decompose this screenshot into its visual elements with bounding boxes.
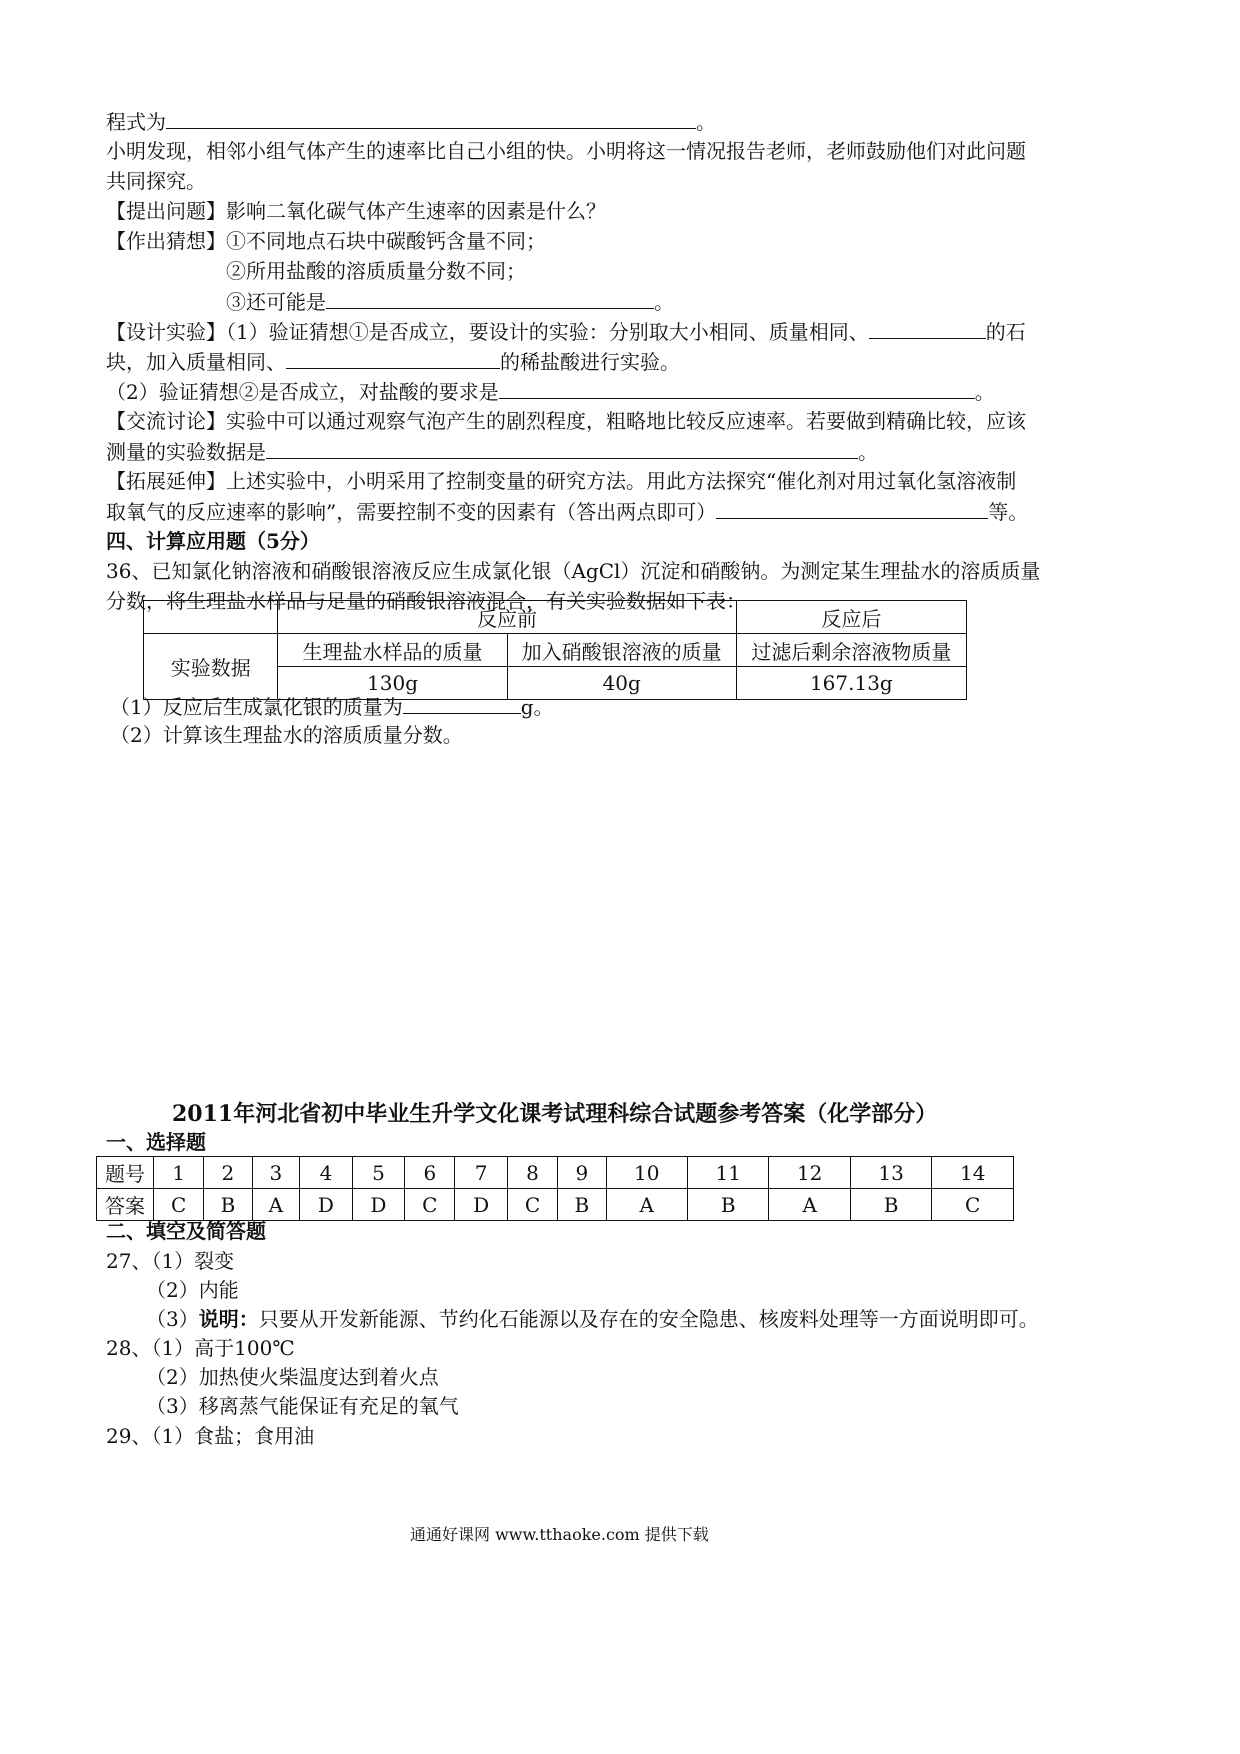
answer-blank[interactable] (266, 436, 858, 459)
answer-blank[interactable] (326, 286, 654, 309)
question-number-cell: 11 (687, 1157, 768, 1189)
discussion-line: 测量的实验数据是 。 (106, 436, 878, 467)
table-row-label: 题号 (97, 1157, 154, 1189)
question-number-cell: 12 (769, 1157, 850, 1189)
answer-blank[interactable] (286, 346, 500, 369)
design-line: 块，加入质量相同、 的稀盐酸进行实验。 (106, 346, 680, 377)
answer-choice-cell: B (558, 1189, 606, 1221)
table-col-header: 加入硝酸银溶液的质量 (507, 634, 736, 667)
table-cell: 167.13g (736, 667, 966, 700)
answer-choice-cell: C (507, 1189, 557, 1221)
question-number-cell: 6 (405, 1157, 455, 1189)
section-heading: 一、选择题 (106, 1130, 206, 1154)
answer-key-title: 2011年河北省初中毕业生升学文化课考试理科综合试题参考答案（化学部分） (172, 1101, 938, 1127)
answer-blank[interactable] (166, 106, 696, 129)
question-number-cell: 14 (932, 1157, 1014, 1189)
extension-line: 【拓展延伸】上述实验中，小明采用了控制变量的研究方法。用此方法探究“催化剂对用过氧化氢溶液制 (106, 469, 1017, 493)
discussion-line: 【交流讨论】实验中可以通过观察气泡产生的剧烈程度，粗略地比较反应速率。若要做到精确比较，应该 (106, 409, 1026, 433)
answer-blank[interactable] (716, 496, 988, 519)
answer-choice-cell: D (300, 1189, 353, 1221)
table-row-label: 答案 (97, 1189, 154, 1221)
answer-choice-cell: D (352, 1189, 405, 1221)
answer-line: 27、（1）裂变 (106, 1249, 235, 1273)
design-line: 【设计实验】（1）验证猜想①是否成立，要设计的实验：分别取大小相同、质量相同、 的石 (106, 316, 1026, 347)
design-line: （2）验证猜想②是否成立，对盐酸的要求是 。 (106, 376, 995, 407)
q36-line: 分数，将生理盐水样品与足量的硝酸银溶液混合，有关实验数据如下表： (106, 589, 746, 613)
answer-line: 29、（1）食盐；食用油 (106, 1424, 315, 1448)
answer-blank[interactable] (869, 316, 986, 339)
answer-choice-cell: A (769, 1189, 850, 1221)
table-row-label: 实验数据 (144, 634, 278, 700)
section-heading: 二、填空及简答题 (106, 1219, 266, 1243)
question-number-cell: 13 (850, 1157, 931, 1189)
table-header-after: 反应后 (736, 601, 966, 634)
subquestion-line: （1）反应后生成氯化银的质量为 g。 (110, 691, 554, 722)
paragraph-line: 小明发现，相邻小组气体产生的速率比自己小组的快。小明将这一情况报告老师，老师鼓励他们对此问题 (106, 139, 1026, 163)
answer-choice-cell: D (455, 1189, 508, 1221)
table-corner-cell (144, 601, 278, 634)
question-number-cell: 3 (252, 1157, 300, 1189)
question-number-cell: 8 (507, 1157, 557, 1189)
answer-line: （2）加热使火柴温度达到着火点 (146, 1365, 439, 1389)
table-cell: 130g (278, 667, 507, 700)
question-number-cell: 2 (204, 1157, 252, 1189)
line-equation: 程式为 。 (106, 106, 716, 137)
hypothesis-line: 【作出猜想】①不同地点石块中碳酸钙含量不同； (106, 229, 546, 253)
answer-choice-cell: C (154, 1189, 204, 1221)
answer-line: （3）移离蒸气能保证有充足的氧气 (146, 1394, 459, 1418)
experiment-data-table (143, 600, 967, 700)
answer-line: （3）说明：只要从开发新能源、节约化石能源以及存在的安全隐患、核废料处理等一方面说明即可。 (146, 1307, 1039, 1331)
answer-key-table (96, 1156, 1014, 1221)
answer-choice-cell: B (850, 1189, 931, 1221)
answer-choice-cell: B (204, 1189, 252, 1221)
answer-choice-cell: A (252, 1189, 300, 1221)
question-number-cell: 4 (300, 1157, 353, 1189)
table-cell: 40g (507, 667, 736, 700)
subquestion-line: （2）计算该生理盐水的溶质质量分数。 (110, 723, 463, 747)
question-number-cell: 9 (558, 1157, 606, 1189)
q36-line: 36、已知氯化钠溶液和硝酸银溶液反应生成氯化银（AgCl）沉淀和硝酸钠。为测定某生理盐水的溶质质量 (106, 559, 1041, 583)
question-number-cell: 1 (154, 1157, 204, 1189)
section-heading: 四、计算应用题（5分） (106, 529, 320, 553)
question-line: 【提出问题】影响二氧化碳气体产生速率的因素是什么？ (106, 199, 606, 223)
answer-blank[interactable] (499, 376, 975, 399)
table-header-before: 反应前 (278, 601, 736, 634)
answer-choice-cell: C (932, 1189, 1014, 1221)
hypothesis-line: ②所用盐酸的溶质质量分数不同； (226, 259, 526, 283)
extension-line: 取氧气的反应速率的影响”，需要控制不变的因素有（答出两点即可） 等。 (106, 496, 1028, 527)
question-number-cell: 10 (606, 1157, 687, 1189)
answer-choice-cell: A (606, 1189, 687, 1221)
table-col-header: 生理盐水样品的质量 (278, 634, 507, 667)
question-number-cell: 7 (455, 1157, 508, 1189)
answer-choice-cell: C (405, 1189, 455, 1221)
answer-blank[interactable] (403, 691, 521, 714)
footer-text: 通通好课网 www.tthaoke.com 提供下载 (410, 1525, 709, 1544)
paragraph-line: 共同探究。 (106, 169, 206, 193)
answer-line: 28、（1）高于100℃ (106, 1336, 295, 1360)
question-number-cell: 5 (352, 1157, 405, 1189)
hypothesis-line: ③还可能是 。 (226, 286, 674, 317)
answer-choice-cell: B (687, 1189, 768, 1221)
answer-line: （2）内能 (146, 1278, 239, 1302)
table-col-header: 过滤后剩余溶液物质量 (736, 634, 966, 667)
